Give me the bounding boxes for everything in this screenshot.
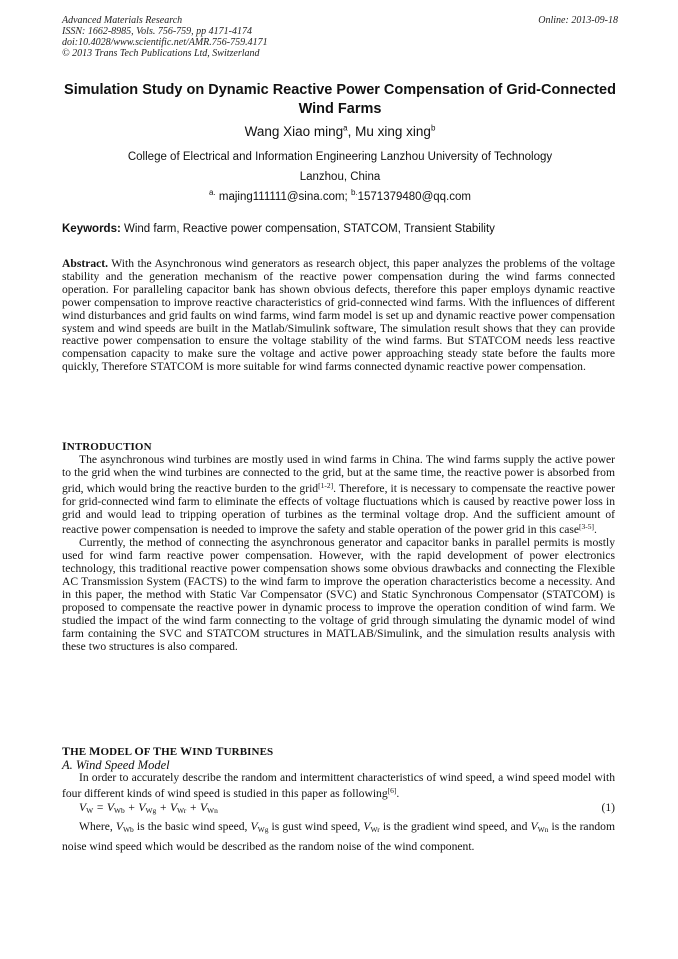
- email-a[interactable]: majing111111@sina.com;: [215, 191, 351, 203]
- author-line: [62, 123, 618, 141]
- author-1-mark: a: [343, 123, 348, 133]
- author-1: Wang Xiao ming: [244, 124, 344, 139]
- author-2-mark: b: [430, 123, 436, 133]
- affiliation-line-1: College of Electrical and Information Engineering Lanzhou University of Technology: [127, 151, 553, 163]
- wind-speed-paragraph-1: In order to accurately describe the random and intermittent characteristics of wind speed, a wind speed model with four different kinds of wind speed is studied in this paper as following[6].: [62, 770, 615, 800]
- abstract-paragraph: [62, 258, 615, 374]
- author-separator: ,: [347, 124, 352, 139]
- journal-header: [62, 15, 618, 59]
- introduction-paragraph-2: Currently, the method of connecting the asynchronous generator and capacitor banks in parallel permits is mostly used for wind farm reactive power compensation. However, with the rapid development of power electronics technology, this traditional reactive power compensation shows some obvious drawbacks and connecting the Flexible AC Transmission System (FACTS) to the wind farm to improve the operation characteristics become a necessity. And in this paper, the method with Static Var Compensator (SVC) and Static Synchronous Compensator (STATCOM) is proposed to compensate the reactive power in dynamic process to improve the operation condition of wind farm. We studied the impact of the wind farm connecting to the voltage of grid through simulating the dynamic model of wind farm containing the SVC and STATCOM structures in MATLAB/Simulink, and the simulation results analysis with these two structures is also compared.: [62, 536, 615, 653]
- abstract: [62, 258, 615, 374]
- citation: [1-2]: [318, 480, 334, 490]
- introduction-heading: INTRODUCTION: [62, 439, 152, 453]
- keywords-label: Keywords:: [62, 223, 121, 235]
- email-b[interactable]: 1571379480@qq.com: [357, 191, 471, 203]
- author-2: Mu xing xing: [351, 124, 431, 139]
- wind-speed-paragraph-2: Where, $V_{Wb}$ is the basic wind speed, $V_{Wg}$ is gust wind speed, $V_{Wr}$ is the gradient wind speed, and $V_{Wn}$ is the random noise wind speed which would be described as the random noise of the wind component.: [62, 819, 615, 853]
- paper-title: Simulation Study on Dynamic Reactive Power Compensation of Grid-Connected Wind Farms: [64, 82, 616, 117]
- wind-speed-subheading: A. Wind Speed Model: [62, 757, 170, 772]
- journal-copyright: © 2013 Trans Tech Publications Ltd, Switzerland: [62, 48, 260, 59]
- affiliation-line-2: Lanzhou, China: [299, 171, 381, 183]
- equation-1: $V_W = V_{Wb} + V_{Wg} + V_{Wr} + V_{Wn}$ (1): [79, 800, 615, 815]
- abstract-label: Abstract.: [62, 257, 109, 270]
- journal-name: Advanced Materials Research: [62, 15, 183, 26]
- email-a-mark: a.: [209, 188, 216, 198]
- journal-issn: ISSN: 1662-8985, Vols. 756-759, pp 4171-4174: [62, 26, 252, 37]
- model-section: [62, 745, 615, 855]
- introduction-section: [62, 440, 615, 654]
- equation-number: (1): [601, 800, 615, 814]
- model-heading: THE MODEL OF THE WIND TURBINES: [62, 744, 274, 758]
- introduction-paragraph-1: The asynchronous wind turbines are mostly used in wind farms in China. The wind farms supply the active power to the grid when the wind turbines are connected to the grid, but at the same time, the reactive power is absorbed from grid, which would bring the reactive burden to the grid[1-2]. Therefore, it is necessary to compensate the reactive power for grid-connected wind farm to eliminate the effects of voltage fluctuations which is caused by reactive power loss in grid and would lead to tripping operation of turbines as the terminal voltage drop. And the sufficient amount of reactive power compensation is needed to improve the safety and stable operation of the power grid in this case[3-5].: [62, 452, 615, 537]
- email-b-mark: b.: [350, 188, 358, 198]
- keywords: [62, 222, 618, 237]
- citation: [3-5]: [579, 522, 595, 532]
- citation: [6]: [387, 785, 397, 795]
- online-date: Online: 2013-09-18: [538, 15, 618, 26]
- abstract-text: With the Asynchronous wind generators as research object, this paper analyzes the problems of the voltage stability and the generation mechanism of the reactive power compensation during the wind farms connected operation. For paralleling capacitor bank has shown obvious defects, therefore this paper employs dynamic reactive power compensation to improve reactive characteristics of grid-connected wind farms. With the influences of different wind disturbances and grid faults on wind farms, wind farm model is set up and dynamic reactive power compensation system and wind speeds are built in the Matlab/Simulink software, The simulation result shows that they can provide reactive power compensation to ensure the voltage stability of the wind farms. But STATCOM needs less reactive compensation capacity to make sure the voltage and active power approaching steady state before the faults more quickly, Therefore STATCOM is more suitable for wind farms connected dynamic reactive power compensation.: [62, 257, 615, 374]
- email-line: [62, 189, 618, 205]
- journal-doi: doi:10.4028/www.scientific.net/AMR.756-759.4171: [62, 37, 268, 48]
- keywords-text: Wind farm, Reactive power compensation, STATCOM, Transient Stability: [120, 223, 495, 235]
